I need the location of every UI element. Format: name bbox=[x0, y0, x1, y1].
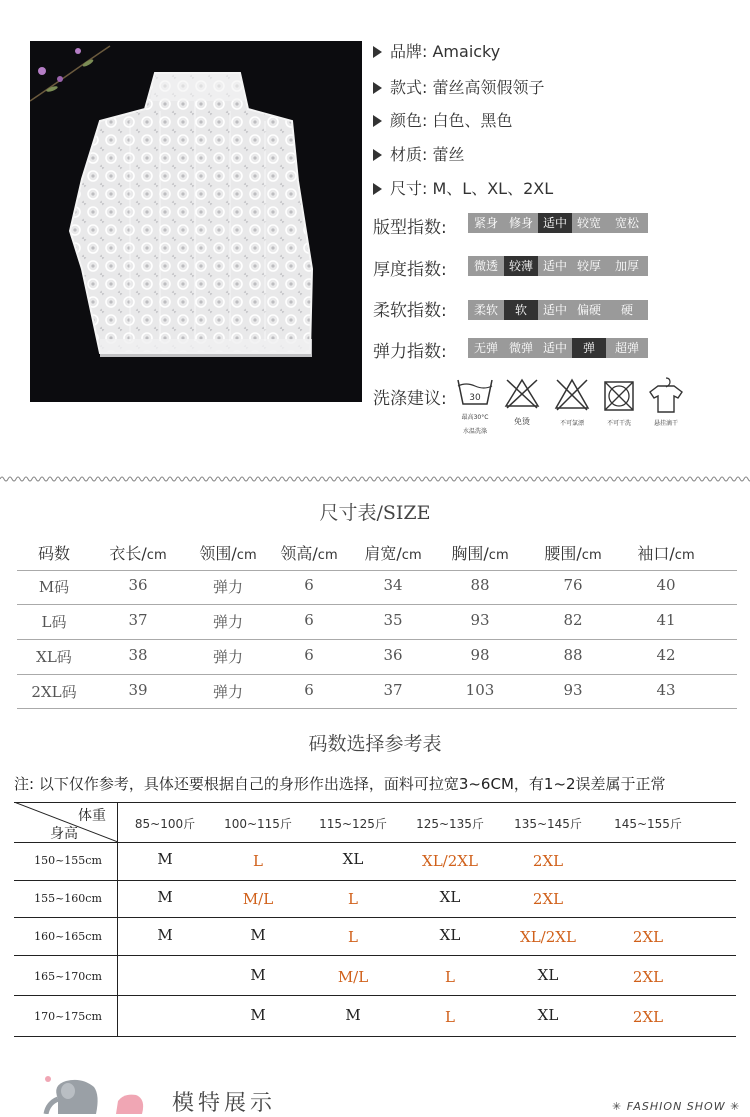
ref-table-rule bbox=[14, 955, 736, 956]
no-bleach-icon bbox=[503, 376, 541, 412]
wash-caption: 免烫 bbox=[514, 417, 530, 426]
scale-option: 紧身 bbox=[473, 216, 498, 230]
scale-option: 超弹 bbox=[614, 341, 639, 355]
bullet-icon bbox=[373, 46, 382, 58]
size-recommendation-cell: XL bbox=[439, 888, 461, 906]
wash-caption: 不可干洗 bbox=[606, 420, 631, 427]
size-value-cell: 103 bbox=[465, 681, 495, 699]
height-row-header: 165~170cm bbox=[34, 970, 102, 983]
index-scale-fit bbox=[468, 213, 648, 233]
size-code-cell: 2XL码 bbox=[31, 683, 77, 701]
info-style: 款式: 蕾丝高领假领子 bbox=[373, 75, 544, 98]
size-value-cell: 38 bbox=[128, 646, 148, 664]
size-value-cell: 76 bbox=[563, 576, 583, 594]
size-value-cell: 37 bbox=[383, 681, 403, 699]
size-recommendation-cell: M bbox=[157, 850, 173, 868]
hang-dry-icon bbox=[646, 376, 686, 414]
wash-30-icon bbox=[455, 376, 495, 408]
wash-label: 洗涤建议: bbox=[373, 389, 447, 409]
size-recommendation-cell: L bbox=[348, 928, 358, 946]
height-row-header: 170~175cm bbox=[34, 1010, 102, 1023]
info-color: 颜色: 白色、黑色 bbox=[373, 108, 512, 131]
size-table-rule bbox=[17, 570, 737, 571]
no-tumble-icon bbox=[553, 376, 591, 412]
size-recommendation-cell: XL bbox=[537, 966, 559, 984]
ref-table-title: 码数选择参考表 bbox=[308, 733, 442, 755]
height-row-header: 150~155cm bbox=[34, 854, 102, 867]
weight-column-header: 85~100斤 bbox=[134, 817, 196, 831]
size-header: 腰围/cm bbox=[544, 544, 602, 563]
size-recommendation-cell: XL bbox=[439, 926, 461, 944]
size-recommendation-cell: 2XL bbox=[532, 852, 564, 870]
size-value-cell: 6 bbox=[304, 646, 314, 664]
size-recommendation-cell: L bbox=[253, 852, 263, 870]
weight-column-header: 135~145斤 bbox=[514, 817, 582, 831]
size-table-title: 尺寸表/SIZE bbox=[319, 502, 431, 524]
scale-option: 软 bbox=[504, 300, 538, 320]
size-recommendation-cell: M/L bbox=[337, 968, 369, 986]
wash-caption: 最高30°C bbox=[461, 414, 489, 421]
scale-option: 修身 bbox=[508, 216, 533, 230]
size-recommendation-cell: M bbox=[250, 966, 266, 984]
size-value-cell: 93 bbox=[563, 681, 583, 699]
size-header: 码数 bbox=[37, 544, 70, 563]
size-code-cell: M码 bbox=[38, 578, 70, 596]
scale-option: 柔软 bbox=[473, 303, 498, 317]
size-recommendation-cell: 2XL bbox=[632, 968, 664, 986]
fashion-show-label: ✳ FASHION SHOW ✳ bbox=[612, 1100, 741, 1113]
scale-option: 适中 bbox=[542, 303, 567, 317]
size-value-cell: 35 bbox=[383, 611, 403, 629]
size-value-cell: 88 bbox=[563, 646, 583, 664]
scale-option: 较厚 bbox=[576, 259, 601, 273]
ref-table-rule bbox=[14, 802, 736, 803]
scale-option: 微透 bbox=[473, 259, 498, 273]
wavy-divider bbox=[0, 472, 750, 486]
size-value-cell: 39 bbox=[128, 681, 148, 699]
size-value-cell: 42 bbox=[656, 646, 676, 664]
scale-option: 较宽 bbox=[576, 216, 601, 230]
size-value-cell: 弹力 bbox=[212, 648, 243, 666]
size-value-cell: 36 bbox=[128, 576, 148, 594]
size-recommendation-cell: XL/2XL bbox=[422, 852, 478, 870]
weight-column-header: 115~125斤 bbox=[319, 817, 387, 831]
size-value-cell: 6 bbox=[304, 611, 314, 629]
elephant-logo bbox=[38, 1071, 158, 1114]
size-recommendation-cell: XL bbox=[537, 1006, 559, 1024]
index-label-softness: 柔软指数: bbox=[373, 301, 447, 321]
index-label-elasticity: 弹力指数: bbox=[373, 342, 447, 362]
size-code-cell: XL码 bbox=[36, 648, 72, 666]
model-show-title: 模特展示 bbox=[172, 1091, 277, 1116]
ref-corner-weight: 体重 bbox=[78, 808, 106, 824]
size-recommendation-cell: 2XL bbox=[632, 928, 664, 946]
size-value-cell: 36 bbox=[383, 646, 403, 664]
scale-option: 宽松 bbox=[614, 216, 639, 230]
size-recommendation-cell: M bbox=[157, 926, 173, 944]
size-value-cell: 6 bbox=[304, 681, 314, 699]
no-dry-icon bbox=[603, 380, 635, 412]
size-header: 领高/cm bbox=[280, 544, 338, 563]
size-recommendation-cell: M bbox=[157, 888, 173, 906]
scale-option: 微弹 bbox=[508, 341, 533, 355]
scale-option: 无弹 bbox=[473, 341, 498, 355]
info-brand: 品牌: Amaicky bbox=[373, 39, 500, 62]
size-recommendation-cell: M bbox=[250, 926, 266, 944]
size-recommendation-cell: 2XL bbox=[632, 1008, 664, 1026]
scale-option: 适中 bbox=[542, 259, 567, 273]
scale-option: 硬 bbox=[620, 303, 633, 317]
size-recommendation-cell: L bbox=[348, 890, 358, 908]
size-value-cell: 82 bbox=[563, 611, 583, 629]
size-value-cell: 弹力 bbox=[212, 613, 243, 631]
size-header: 袖口/cm bbox=[637, 544, 695, 563]
bullet-icon bbox=[373, 115, 382, 127]
height-row-header: 155~160cm bbox=[34, 892, 102, 905]
size-header: 肩宽/cm bbox=[364, 544, 422, 563]
size-value-cell: 98 bbox=[470, 646, 490, 664]
size-header: 衣长/cm bbox=[109, 544, 167, 563]
wash-caption: 水温洗涤 bbox=[462, 428, 487, 435]
size-recommendation-cell: M/L bbox=[242, 890, 274, 908]
product-photo bbox=[30, 41, 362, 402]
ref-table-rule bbox=[14, 917, 736, 918]
size-value-cell: 弹力 bbox=[212, 578, 243, 596]
ref-table-rule bbox=[14, 842, 736, 843]
size-recommendation-cell: XL bbox=[342, 850, 364, 868]
wash-30-number: 30 bbox=[469, 393, 481, 403]
scale-option: 偏硬 bbox=[576, 303, 601, 317]
wash-caption: 悬挂滴干 bbox=[653, 420, 678, 427]
scale-option: 适中 bbox=[542, 341, 567, 355]
height-row-header: 160~165cm bbox=[34, 930, 102, 943]
bullet-icon bbox=[373, 149, 382, 161]
size-header: 领围/cm bbox=[199, 544, 257, 563]
size-value-cell: 37 bbox=[128, 611, 148, 629]
scale-option: 加厚 bbox=[614, 259, 639, 273]
size-recommendation-cell: M bbox=[250, 1006, 266, 1024]
ref-table-rule bbox=[14, 1036, 736, 1037]
size-header: 胸围/cm bbox=[451, 544, 509, 563]
weight-column-header: 100~115斤 bbox=[224, 817, 292, 831]
bullet-icon bbox=[373, 183, 382, 195]
size-value-cell: 6 bbox=[304, 576, 314, 594]
scale-option: 较薄 bbox=[504, 256, 538, 276]
size-recommendation-cell: L bbox=[445, 1008, 455, 1026]
size-value-cell: 40 bbox=[656, 576, 676, 594]
size-table-rule bbox=[17, 604, 737, 605]
info-material: 材质: 蕾丝 bbox=[373, 142, 464, 165]
size-recommendation-cell: M bbox=[345, 1006, 361, 1024]
size-recommendation-cell: L bbox=[445, 968, 455, 986]
bullet-icon bbox=[373, 82, 382, 94]
weight-column-header: 125~135斤 bbox=[416, 817, 484, 831]
scale-option: 适中 bbox=[538, 213, 572, 233]
index-label-thickness: 厚度指数: bbox=[373, 260, 447, 280]
size-value-cell: 93 bbox=[470, 611, 490, 629]
index-scale-softness bbox=[468, 300, 648, 320]
ref-table-note: 注: 以下仅作参考，具体还要根据自己的身形作出选择，面料可拉宽3~6CM，有1~2误差属于正常 bbox=[14, 775, 666, 793]
index-scale-thickness bbox=[468, 256, 648, 276]
index-scale-elasticity bbox=[468, 338, 648, 358]
size-recommendation-cell: 2XL bbox=[532, 890, 564, 908]
size-code-cell: L码 bbox=[41, 613, 67, 631]
info-size: 尺寸: M、L、XL、2XL bbox=[373, 176, 553, 199]
ref-table-rule bbox=[14, 995, 736, 996]
size-table-rule bbox=[17, 674, 737, 675]
scale-option: 弹 bbox=[572, 338, 606, 358]
size-value-cell: 34 bbox=[383, 576, 403, 594]
size-value-cell: 43 bbox=[656, 681, 676, 699]
size-value-cell: 41 bbox=[656, 611, 676, 629]
wash-caption: 不可氯漂 bbox=[559, 420, 584, 427]
size-value-cell: 88 bbox=[470, 576, 490, 594]
ref-table-rule bbox=[14, 880, 736, 881]
size-table-rule bbox=[17, 708, 737, 709]
size-recommendation-cell: XL/2XL bbox=[520, 928, 576, 946]
ref-corner-height: 身高 bbox=[50, 826, 78, 842]
index-label-fit: 版型指数: bbox=[373, 218, 447, 238]
size-value-cell: 弹力 bbox=[212, 683, 243, 701]
weight-column-header: 145~155斤 bbox=[614, 817, 682, 831]
size-table-rule bbox=[17, 639, 737, 640]
